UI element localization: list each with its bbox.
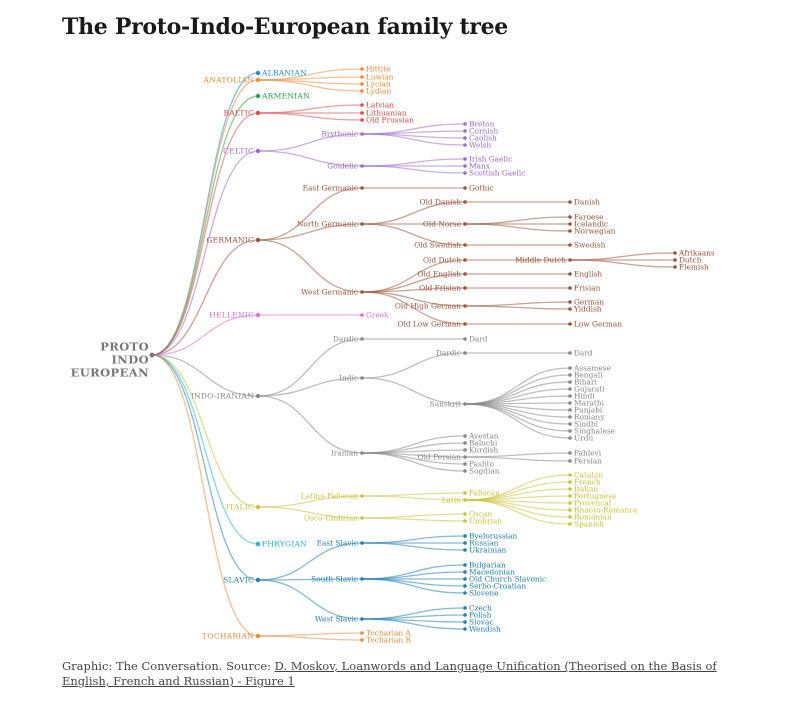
- node-dot-sindhi: [568, 422, 572, 426]
- node-dot-welsh: [463, 143, 467, 147]
- node-dot-armenian: [256, 94, 260, 98]
- node-dot-oldchurchslavonic: [463, 577, 467, 581]
- node-label-romany: Romany: [574, 412, 605, 422]
- node-dot-cornish: [463, 129, 467, 133]
- node-dot-oldnorse: [463, 222, 467, 226]
- tree-link-irishgaelic: [362, 159, 465, 166]
- node-label-northgermanic: North Germanic: [296, 219, 358, 229]
- node-dot-lowgerman: [568, 322, 572, 326]
- node-dot-oldprussian: [360, 118, 364, 122]
- node-dot-spanish: [568, 522, 572, 526]
- tree-link-oldprussian: [258, 113, 362, 120]
- node-dot-luwian: [360, 75, 364, 79]
- node-dot-goidelic: [360, 164, 364, 168]
- node-dot-manx: [463, 164, 467, 168]
- node-dot-eastgermanic: [360, 186, 364, 190]
- node-label-marathi: Marathi: [574, 398, 605, 408]
- node-dot-swedish: [568, 243, 572, 247]
- node-label-bihari: Bihari: [574, 377, 597, 387]
- node-label-swedish: Swedish: [574, 240, 606, 250]
- root-label-line: EUROPEAN: [70, 365, 149, 380]
- node-dot-germanic: [256, 238, 260, 242]
- tree-link-westgermanic: [258, 240, 362, 292]
- node-dot-assamese: [568, 366, 572, 370]
- node-dot-lycian: [360, 82, 364, 86]
- node-label-tocharian: TOCHARIAN: [202, 631, 254, 641]
- node-label-faroese: Faroese: [574, 212, 604, 222]
- tree-link-polish: [362, 615, 465, 619]
- node-label-icelandic: Icelandic: [574, 219, 609, 229]
- node-label-lithuanian: Lithuanian: [366, 108, 407, 118]
- node-dot-marathi: [568, 401, 572, 405]
- node-dot-indoiranian: [256, 394, 260, 398]
- node-dot-olddutch: [463, 258, 467, 262]
- node-dot-oldswedish: [463, 243, 467, 247]
- node-dot-german: [568, 300, 572, 304]
- node-dot-flemish: [673, 265, 677, 269]
- node-label-assamese: Assamese: [574, 363, 611, 373]
- node-dot-italic: [256, 505, 260, 509]
- node-dot-olddanish: [463, 200, 467, 204]
- node-label-catalan: Catalan: [574, 470, 603, 480]
- node-label-baltic: BALTIC: [223, 108, 254, 118]
- node-dot-bulgarian: [463, 563, 467, 567]
- root-label: [71, 340, 150, 380]
- node-label-rhaetoromance: Rhaeto-Romance: [574, 505, 638, 515]
- node-dot-faliscan: [463, 491, 467, 495]
- node-dot-indic: [360, 376, 364, 380]
- root-label-line: INDO: [111, 352, 149, 367]
- node-dot-persian: [568, 459, 572, 463]
- node-label-italic: ITALIC: [225, 502, 254, 512]
- node-dot-oscoumbrian: [360, 516, 364, 520]
- node-dot-provencal: [568, 501, 572, 505]
- node-label-westgermanic: West Germanic: [301, 287, 358, 297]
- node-dot-serbocroatian: [463, 584, 467, 588]
- node-label-avestan: Avestan: [469, 431, 499, 441]
- node-label-oscoumbrian: Osco-Umbrian: [304, 513, 358, 523]
- node-label-afrikaans: Afrikaans: [679, 248, 715, 258]
- node-label-caolish: Caolish: [469, 133, 497, 143]
- node-dot-dard2: [568, 351, 572, 355]
- tree-link-phrygian: [152, 355, 258, 544]
- node-label-byelorussian: Byelorussian: [469, 531, 518, 541]
- node-dot-english: [568, 272, 572, 276]
- node-label-dutch: Dutch: [679, 255, 702, 265]
- node-label-russian: Russian: [469, 538, 499, 548]
- node-dot-dardic1: [360, 337, 364, 341]
- tree-link-afrikaans: [570, 253, 675, 260]
- node-dot-pahlevi: [568, 451, 572, 455]
- node-dot-oldpersian: [463, 455, 467, 459]
- tree-link-italic: [152, 355, 258, 507]
- node-dot-oldfrisian: [463, 286, 467, 290]
- node-label-faliscan: Faliscan: [469, 488, 500, 498]
- node-dot-eastslavic: [360, 541, 364, 545]
- tree-link-faroese: [465, 217, 570, 224]
- node-label-french: French: [574, 477, 601, 487]
- node-dot-celtic: [256, 149, 260, 153]
- node-label-pashto: Pashto: [469, 459, 495, 469]
- node-dot-dardic2: [463, 351, 467, 355]
- node-label-hittite: Hittite: [366, 64, 391, 74]
- tree-link-yiddish: [465, 306, 570, 309]
- node-label-portuguese: Portuguese: [574, 491, 617, 501]
- node-label-italian: Italian: [574, 484, 599, 494]
- node-label-indic: Indic: [339, 373, 358, 383]
- node-dot-dutch: [673, 258, 677, 262]
- node-dot-westslavic: [360, 617, 364, 621]
- node-dot-hindi: [568, 394, 572, 398]
- node-label-hellenic: HELLENIC: [209, 310, 254, 320]
- node-label-greek: Greek: [366, 310, 389, 320]
- node-dot-slovac: [463, 620, 467, 624]
- node-label-pahlevi: Pahlevi: [574, 448, 602, 458]
- tree-link-romany: [465, 404, 570, 417]
- node-label-hindi: Hindi: [574, 391, 595, 401]
- node-label-spanish: Spanish: [574, 519, 604, 529]
- tree-link-oscan: [362, 514, 465, 518]
- node-label-middledutch: Middle Dutch: [514, 255, 566, 265]
- node-label-cornish: Cornish: [469, 126, 499, 136]
- node-dot-pashto: [463, 462, 467, 466]
- node-dot-lydian: [360, 89, 364, 93]
- node-dot-french: [568, 480, 572, 484]
- node-dot-italian: [568, 487, 572, 491]
- node-label-macedonian: Macedonian: [469, 567, 515, 577]
- node-dot-tocharianb: [360, 638, 364, 642]
- tree-link-singhalese: [465, 404, 570, 431]
- node-label-singhalese: Singhalese: [574, 426, 615, 436]
- node-label-anatolian: ANATOLIAN: [203, 75, 254, 85]
- node-dot-afrikaans: [673, 251, 677, 255]
- tree-link-tocharianb: [258, 636, 362, 640]
- node-label-sindhi: Sindhi: [574, 419, 599, 429]
- node-label-slovene: Slovene: [469, 588, 499, 598]
- node-label-urdu: Urdu: [574, 433, 594, 443]
- tree-link-latvian: [258, 105, 362, 113]
- tree-link-german: [465, 302, 570, 306]
- node-dot-yiddish: [568, 307, 572, 311]
- node-dot-hittite: [360, 67, 364, 71]
- node-label-punjabi: Punjabi: [574, 405, 603, 415]
- node-label-oldpersian: Old Persian: [417, 452, 461, 462]
- node-dot-umbrian: [463, 519, 467, 523]
- node-label-oldhighgerman: Old High German: [394, 301, 461, 311]
- node-dot-irishgaelic: [463, 157, 467, 161]
- node-dot-oldenglish: [463, 272, 467, 276]
- node-dot-dard1: [463, 337, 467, 341]
- node-label-armenian: ARMENIAN: [262, 91, 310, 101]
- node-dot-sogdian: [463, 469, 467, 473]
- tree-link-scottishgaelic: [362, 166, 465, 173]
- tree-link-germanic: [152, 240, 258, 355]
- node-dot-singhalese: [568, 429, 572, 433]
- node-label-westslavic: West Slavic: [315, 614, 358, 624]
- node-label-tochariana: Tocharian A: [366, 628, 411, 638]
- node-label-germanic: GERMANIC: [206, 235, 254, 245]
- node-label-oldfrisian: Old Frisian: [419, 283, 461, 293]
- node-label-english: English: [574, 269, 603, 279]
- node-dot-baltic: [256, 111, 260, 115]
- tree-link-umbrian: [362, 518, 465, 521]
- node-dot-brythonic: [360, 132, 364, 136]
- node-label-german: German: [574, 297, 604, 307]
- node-dot-lithuanian: [360, 111, 364, 115]
- node-label-lydian: Lydian: [366, 86, 392, 96]
- node-label-kurdish: Kurdish: [469, 445, 499, 455]
- node-label-slavic: SLAVIC: [223, 575, 254, 585]
- node-label-oscan: Oscan: [469, 509, 493, 519]
- node-label-danish: Danish: [574, 197, 601, 207]
- node-label-latvian: Latvian: [366, 100, 394, 110]
- node-label-frisian: Frisian: [574, 283, 601, 293]
- node-label-oldlowgerman: Old Low German: [397, 319, 461, 329]
- node-label-umbrian: Umbrian: [469, 516, 503, 526]
- node-dot-danish: [568, 200, 572, 204]
- node-dot-breton: [463, 122, 467, 126]
- node-dot-middledutch: [568, 258, 572, 262]
- node-label-gothic: Gothic: [469, 183, 494, 193]
- tree-link-hellenic: [152, 315, 258, 355]
- node-label-latin: Latin: [441, 495, 461, 505]
- node-label-phrygian: PHRYGIAN: [262, 539, 308, 549]
- node-label-eastslavic: East Slavic: [316, 538, 358, 548]
- node-dot-baluchi: [463, 441, 467, 445]
- node-dot-gujarati: [568, 387, 572, 391]
- node-dot-catalan: [568, 473, 572, 477]
- node-dot-northgermanic: [360, 222, 364, 226]
- tree-link-slavic: [152, 355, 258, 580]
- node-dot-bihari: [568, 380, 572, 384]
- node-label-eastgermanic: East Germanic: [302, 183, 358, 193]
- node-dot-latinofaliscan: [360, 494, 364, 498]
- node-label-romanian: Romanian: [574, 512, 612, 522]
- node-dot-ukrainian: [463, 548, 467, 552]
- node-label-lycian: Lycian: [366, 79, 391, 89]
- node-label-dardic1: Dardic: [332, 334, 358, 344]
- tree-link-iranian: [258, 396, 362, 453]
- node-dot-phrygian: [256, 542, 260, 546]
- node-dot-scottishgaelic: [463, 171, 467, 175]
- node-label-tocharianb: Tocharian B: [366, 635, 411, 645]
- node-dot-norwegian: [568, 229, 572, 233]
- node-dot-romany: [568, 415, 572, 419]
- node-dot-icelandic: [568, 222, 572, 226]
- node-label-baluchi: Baluchi: [469, 438, 498, 448]
- node-dot-rhaetoromance: [568, 508, 572, 512]
- node-label-olddutch: Old Dutch: [422, 255, 461, 265]
- node-dot-avestan: [463, 434, 467, 438]
- tree-link-flemish: [570, 260, 675, 267]
- node-dot-faroese: [568, 215, 572, 219]
- node-label-czech: Czech: [469, 603, 492, 613]
- root-dot: [150, 353, 155, 358]
- node-label-bulgarian: Bulgarian: [469, 560, 506, 570]
- node-dot-iranian: [360, 451, 364, 455]
- node-label-brythonic: Brythonic: [321, 129, 358, 139]
- node-label-welsh: Welsh: [469, 140, 492, 150]
- node-label-polish: Polish: [469, 610, 492, 620]
- node-dot-gothic: [463, 186, 467, 190]
- node-dot-portuguese: [568, 494, 572, 498]
- node-dot-caolish: [463, 136, 467, 140]
- node-label-bengali: Bengali: [574, 370, 603, 380]
- node-label-dard1: Dard: [469, 334, 488, 344]
- tree-link-norwegian: [465, 224, 570, 231]
- node-label-oldchurchslavonic: Old Church Slavonic: [469, 574, 547, 584]
- node-dot-urdu: [568, 436, 572, 440]
- node-dot-latvian: [360, 103, 364, 107]
- node-dot-greek: [360, 313, 364, 317]
- footer-source-link[interactable]: D. Moskov, Loanwords and Language Unification (Theorised on the Basis of English, French and Russian) - Figure 1: [62, 659, 717, 688]
- node-dot-oldlowgerman: [463, 322, 467, 326]
- tree-link-ukrainian: [362, 543, 465, 550]
- node-dot-anatolian: [256, 78, 260, 82]
- node-label-gujarati: Gujarati: [574, 384, 605, 394]
- node-dot-czech: [463, 606, 467, 610]
- node-label-flemish: Flemish: [679, 262, 709, 272]
- node-label-latinofaliscan: Latino-Faliscan: [300, 491, 358, 501]
- node-label-iranian: Iranian: [330, 448, 358, 458]
- node-label-lowgerman: Low German: [574, 319, 623, 329]
- node-dot-slovene: [463, 591, 467, 595]
- node-label-indoiranian: INDO-IRANIAN: [190, 391, 254, 401]
- node-dot-latin: [463, 498, 467, 502]
- node-label-manx: Manx: [469, 161, 490, 171]
- footer-credit: [62, 659, 742, 689]
- node-dot-russian: [463, 541, 467, 545]
- node-label-oldenglish: Old English: [417, 269, 461, 279]
- node-dot-macedonian: [463, 570, 467, 574]
- node-dot-tochariana: [360, 631, 364, 635]
- node-label-wendish: Wendish: [469, 624, 501, 634]
- node-dot-frisian: [568, 286, 572, 290]
- node-label-albanian: ALBANIAN: [262, 68, 307, 78]
- tree-link-westslavic: [258, 580, 362, 619]
- page-title: The Proto-Indo-European family tree: [62, 14, 508, 40]
- node-label-oldprussian: Old Prussian: [366, 115, 414, 125]
- node-dot-southslavic: [360, 577, 364, 581]
- node-dot-romanian: [568, 515, 572, 519]
- node-label-sanskrit: Sanskrit: [429, 399, 461, 409]
- node-dot-polish: [463, 613, 467, 617]
- node-label-sogdian: Sogdian: [469, 466, 500, 476]
- node-label-olddanish: Old Danish: [419, 197, 461, 207]
- node-label-norwegian: Norwegian: [574, 226, 616, 236]
- node-label-oldnorse: Old Norse: [422, 219, 461, 229]
- node-label-ukrainian: Ukrainian: [469, 545, 507, 555]
- node-dot-hellenic: [256, 313, 260, 317]
- node-dot-westgermanic: [360, 290, 364, 294]
- node-dot-punjabi: [568, 408, 572, 412]
- node-dot-slavic: [256, 578, 260, 582]
- node-dot-tocharian: [256, 634, 260, 638]
- node-dot-albanian: [256, 71, 260, 75]
- node-dot-sanskrit: [463, 402, 467, 406]
- node-label-persian: Persian: [574, 456, 602, 466]
- tree-link-celtic: [152, 151, 258, 355]
- node-dot-kurdish: [463, 448, 467, 452]
- node-label-irishgaelic: Irish Gaelic: [469, 154, 513, 164]
- node-label-scottishgaelic: Scottish Gaelic: [469, 168, 526, 178]
- tree-link-assamese: [465, 368, 570, 404]
- node-label-dardic2: Dardic: [435, 348, 461, 358]
- node-label-yiddish: Yiddish: [574, 304, 602, 314]
- footer-credit-text: Graphic: The Conversation. Source:: [62, 659, 275, 673]
- node-dot-oldhighgerman: [463, 304, 467, 308]
- node-dot-oscan: [463, 512, 467, 516]
- node-label-goidelic: Goidelic: [327, 161, 358, 171]
- node-label-provencal: Provencal: [574, 498, 612, 508]
- node-dot-bengali: [568, 373, 572, 377]
- node-label-serbocroatian: Serbo-Croatian: [469, 581, 527, 591]
- node-dot-wendish: [463, 627, 467, 631]
- node-label-oldswedish: Old Swedish: [414, 240, 461, 250]
- node-label-celtic: CELTIC: [223, 146, 254, 156]
- node-label-slovac: Slovac: [469, 617, 494, 627]
- tree-link-byelorussian: [362, 536, 465, 543]
- node-dot-byelorussian: [463, 534, 467, 538]
- node-label-breton: Breton: [469, 119, 495, 129]
- root-label-line: PROTO: [100, 339, 149, 354]
- node-label-luwian: Luwian: [366, 72, 394, 82]
- node-label-southslavic: South Slavic: [311, 574, 358, 584]
- node-label-dard2: Dard: [574, 348, 593, 358]
